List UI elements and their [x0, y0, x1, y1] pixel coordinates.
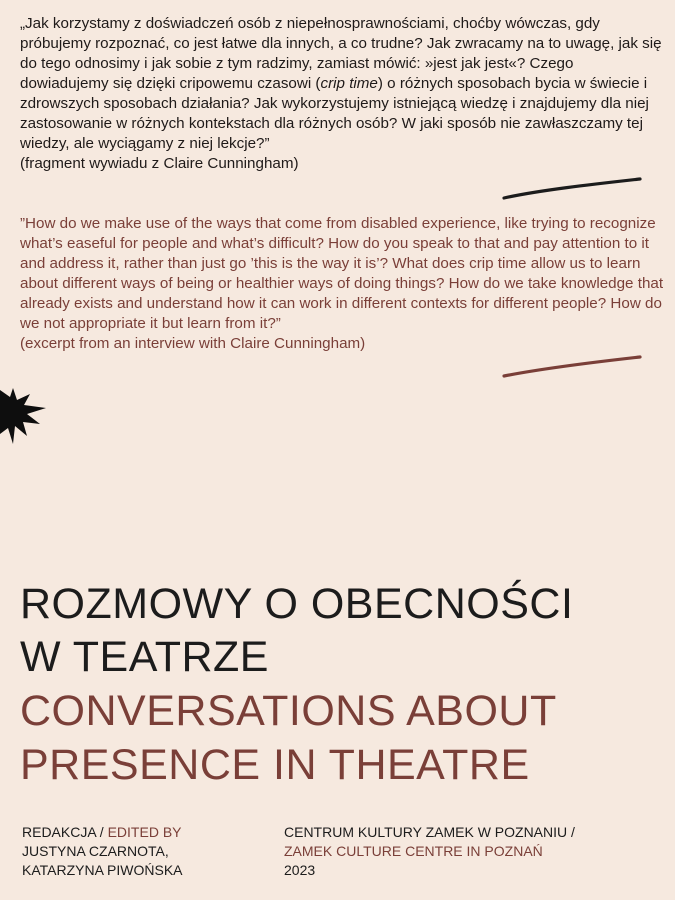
publisher-name-en: ZAMEK CULTURE CENTRE IN POZNAŃ — [284, 843, 543, 859]
editors-label-pl: REDAKCJA / — [22, 824, 104, 840]
quote-polish — [20, 14, 665, 174]
quote-pl-text-2: ) o różnych sposobach bycia w świecie i zdrowszych sposobach działania? Jak wykorzystujemy istniejącą wiedzę i znajdujemy dla niej zastosowanie w różnych kontekstach dla różnych osób? W jaki sposób nie zawłaszczamy tej wiedzy, ale wyciągamy z niej lekcje?” — [20, 75, 649, 152]
starburst-icon — [0, 388, 48, 446]
editor-name-1: JUSTYNA CZARNOTA, — [22, 843, 169, 859]
quote-pl-text-1: „Jak korzystamy z doświadczeń osób z niepełnosprawnościami, choćby wówczas, gdy próbujemy rozpoznać, co jest łatwe dla innych, a co trudne? Jak zwracamy na to uwagę, jak się do tego odnosimy i jak sobie z tym radzimy, zamiast mówić: »jest jak jest«? Czego dowiadujemy się dzięki cripowemu czasowi ( — [20, 15, 662, 92]
editor-name-2: KATARZYNA PIWOŃSKA — [22, 862, 183, 878]
editors-credit — [22, 823, 183, 880]
quote-en-text: ”How do we make use of the ways that come from disabled experience, like trying to recognize what’s easeful for people and what’s difficult? How do you speak to that and pay attention to it and address it, rather than just go ’this is the way it is’? What does crip time allow us to learn about different ways of being or healthier ways of doing things? How do we take knowledge that already exists and understand how it can work in different contexts for different people? How do we not appropriate it but learn from it?” — [20, 215, 664, 332]
quote-english — [20, 214, 665, 354]
title-polish-line-1: ROZMOWY O OBECNOŚCI — [20, 580, 574, 628]
divider-stroke-brown — [500, 352, 645, 382]
editors-label-en: EDITED BY — [107, 824, 182, 840]
quote-en-attribution: (excerpt from an interview with Claire Cunningham) — [20, 335, 366, 352]
publisher-credit — [284, 823, 575, 880]
title-english-line-1: CONVERSATIONS ABOUT — [20, 687, 557, 735]
quote-pl-italic: crip time — [320, 75, 378, 92]
quote-pl-attribution: (fragment wywiadu z Claire Cunningham) — [20, 155, 299, 172]
publisher-name-pl: CENTRUM KULTURY ZAMEK W POZNANIU / — [284, 824, 575, 840]
divider-stroke-dark — [500, 174, 645, 204]
publication-year: 2023 — [284, 862, 316, 878]
title-english-line-2: PRESENCE IN THEATRE — [20, 741, 530, 789]
title-polish-line-2: W TEATRZE — [20, 633, 269, 681]
